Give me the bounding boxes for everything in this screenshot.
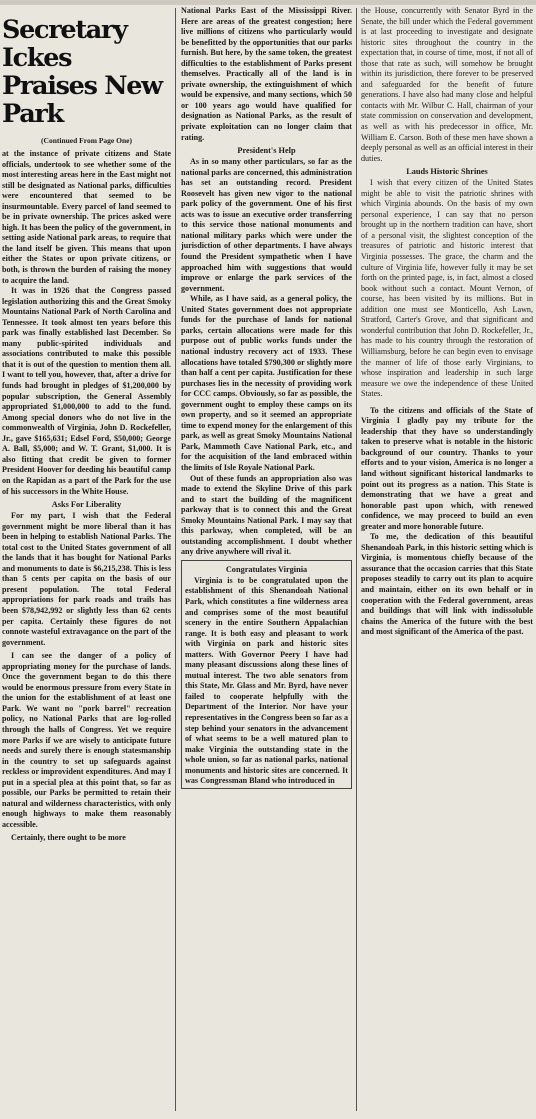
- paragraph: To the citizens and officials of the State of Virginia I gladly pay my tribute for the leadership that they have so understandingly taken to preserve what is notable in the historic background of our country. Thanks to your efforts and to your vision, America is no longer a land without significant historical landmarks to point out its progress as a nation. This State is demonstrating that we have a great and honorable past upon which, with renewed confidence, we may proceed to build an even greater and more honorable future.: [361, 405, 533, 531]
- paragraph: As in so many other particulars, so far as the national parks are concerned, this administration has set an outstanding record. President Roosevelt has given new vigor to the national park policy of the government. One of his first acts was to issue an executive order transferring to this service those national monuments and national military parks which were under the jurisdiction of other departments. I have always found the President sympathetic when I have approached him with suggestions that would improve or enlarge the park services of the government.: [181, 157, 352, 293]
- continued-notice: (Continued From Page One): [41, 136, 132, 145]
- paragraph: Virginia is to be congratulated upon the establishment of this Shenandoah National Park, which constitutes a fine wilderness area and comprises some of the most beautiful scenery in the entire Southern Appalachian range. It is both easy and pleasant to work with Virginia on park and historic sites matters. With Governor Peery I have had many pleasant discussions along these lines of mutual interest. The two able senators from this State, Mr. Glass and Mr. Byrd, have never failed to cooperate helpfully with the Department of the Interior. Nor have your representatives in the Congress been so far as a step behind your senators in the advancement of what seems to be a well matured plan to make Virginia the outstanding state in the whole union, so far as national parks, national monuments and historic sites are concerned. It was Congressman Bland who introduced in: [185, 575, 348, 786]
- column-2: [181, 6, 352, 789]
- headline: [2, 16, 171, 128]
- paragraph: National Parks East of the Mississippi River. Here are areas of the greatest congestion; here live millions of citizens who particularly would be benefitted by the opportunities that our parks furnish. But here, by the same token, the greatest difficulties to the establishment of Parks present themselves. Practically all of the land is in private ownership, the extinguishment of which would be expensive, and many sections, which 50 or 100 years ago would have qualified for designation as National Parks, as the result of private exploitation can no longer claim that rating.: [181, 6, 352, 142]
- paragraph: Certainly, there ought to be more: [11, 833, 126, 843]
- boxed-section: [181, 560, 352, 789]
- paragraph: Out of these funds an appropriation also was made to extend the Skyline Drive of this park and to start the building of the magnificent parkway that is to connect this and the Great Smoky Mountains National Park. I may say that this parkway, when completed, will be an outstanding accomplishment. I doubt whether any drive anywhere will rival it.: [181, 473, 352, 557]
- paragraph: I can see the danger of a policy of appropriating money for the purchase of lands. Once the government began to do this there would be enormous pressure from every State in the union for the establishment of at least one Park. We want no "pork barrel" recreation policy, no National Parks that are log-rolled through the halls of Congress. Yet we require more Parks if we are wisely to anticipate future needs and surely there is enough statesmanship in the country to set up safeguards against reckless or improvident expenditures. And may I put in a special plea at this point that, so far as possible, our Parks be permitted to retain their natural and wilderness characteristics, with only enough highways to make them reasonably accessible.: [2, 651, 171, 829]
- column-rule: [356, 8, 357, 1111]
- paragraph: For my part, I wish that the Federal government might be more liberal than it has been in helping to establish National Parks. The total cost to the United States government of all the lands that it has bought for National Parks and monuments to date is $6,215,238. This is less than 5 cents per capita on the basis of our present population. The total Federal appropriations for park roads and trails has been $78,942,992 or slightly less than 62 cents per capita. Certainly these figures do not connote wasteful extravagance on the part of the government.: [2, 511, 171, 647]
- subheading: Congratulates Virginia: [225, 564, 308, 574]
- paragraph: It was in 1926 that the Congress passed legislation authorizing this and the Great Smoky Mountains National Park of North Carolina and Tennessee. It took almost ten years before this park was finally established last December. So many public-spirited individuals and associations contributed to make this possible that it is out of the question to mention them all. I want to tell you, however, that, after a drive for funds had brought in pledges of $1,200,000 by popular subscription, the General Assembly appropriated $1,000,000 to add to the fund. Among special donors who do not live in the commonwealth of Virginia, John D. Rockefeller, Jr., gave $165,631; Edsel Ford, $50,000; George A. Ball, $5,000; and W. T. Grant, $1,000. It is also fitting that credit be given to former President Hoover for deeding his beautiful camp on the Rapidan as a part of the Park for the use of his successors in the White House.: [2, 286, 171, 496]
- column-1: [2, 6, 171, 844]
- subheading: President's Help: [237, 146, 296, 156]
- paragraph: While, as I have said, as a general policy, the United States government does not appropriate funds for the purchase of lands for national parks, certain allocations were made for this purpose out of public works funds under the national industry recovery act of 1933. These allocations have totaled $790,300 or slightly more than half a cent per capita. Justification for these purchases lies in the necessity of providing work for CCC camps. Obviously, so far as possible, the government ought to employ these camps on its own property, and so it seemed an appropriate time to expend money for the enlargement of this park, as well as great Smoky Mountains National Park, Mammoth Cave National Park, etc., and for the acquisition of the land embraced within the limits of Isle Royale National Park.: [181, 294, 352, 472]
- paragraph: at the instance of private citizens and State officials, undertook to see whether some of the most interesting areas here in the East might not still be designated as National parks, difficulties were encountered that seemed to be insurmountable. Every parcel of land seemed to be in private ownership. The prices asked were high. It has been the policy of the government, in setting aside National park areas, to require that the land itself be given. This means that upon either the States or upon private citizens, or both, is thrown the burden of raising the money to acquire the land.: [2, 149, 171, 285]
- paragraph: I wish that every citizen of the United States might be able to visit the patriotic shrines with which Virginia abounds. On the basis of my own personal experience, I can say that no person brought up in the northern tradition can have, short of a personal visit, the slightest conception of the treasures of patriotic and historic interest that Virginia possesses. The grace, the charm and the culture of Virginia life, however fully it may be set forth on the printed page, is, in fact, almost a closed book without such a contact. Mount Vernon, of course, has been visited by its millions. But in addition one must see Monticello, Ash Lawn, Stratford, Carter's Grove, and that significant and wonderful contribution that John D. Rockefeller, Jr., has made to his country through the restoration of Williamsburg, before he can begin even to envisage the manner of life of those early Virginians, to whose inspiration and leadership in such large measure we owe the independence of these United States.: [361, 178, 533, 399]
- subheading: Lauds Historic Shrines: [406, 167, 488, 177]
- headline-line-1: Secretary Ickes: [2, 15, 127, 73]
- paragraph: To me, the dedication of this beautiful Shenandoah Park, in this historic setting which is Virginia, is momentous chiefly because of the assurance that the occasion carries that this State proposes steadily to carry out its plan to acquire and maintain, either on its own behalf or in cooperation with the Federal government, areas and buildings that will link with indissoluble chains the America of the future with the best and most significant of the America of the past.: [361, 532, 533, 637]
- column-3: [361, 6, 533, 638]
- column-rule: [175, 8, 176, 1111]
- top-edge: [0, 0, 536, 5]
- subheading: Asks For Liberality: [51, 500, 122, 510]
- paragraph: the House, concurrently with Senator Byrd in the Senate, the bill under which the Federal government is at last proceeding to investigate and designate historic sites throughout the country in the expectation that, in course of time, most, if not all of those that rate as such, will somehow be brought within its jurisdiction, there forever to be preserved and safeguarded for the benefit of future generations. I have also had many close and helpful contacts with Mr. Wilbur C. Hall, chairman of your state commission on conservation and development, as well as with his predecessor in office, Mr. William E. Carson. Both of these men have shown a deeply personal as well as an official interest in their duties.: [361, 6, 533, 163]
- headline-line-2: Praises New Park: [2, 71, 162, 129]
